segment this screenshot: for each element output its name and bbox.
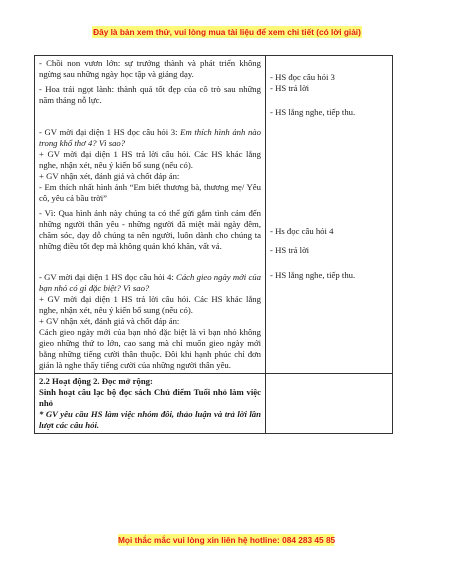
- hotline-notice-banner: Mọi thắc mắc vui lòng xin liên hệ hotline: 084 283 45 85: [118, 535, 336, 545]
- table-row: [35, 374, 393, 434]
- student-activities-cell: [266, 56, 393, 374]
- paragraph: - HS đọc câu hỏi 3: [270, 72, 335, 82]
- paragraph: + GV mời đại diện 1 HS trả lời câu hỏi. Các HS khác lắng nghe, nhận xét, nêu ý kiến bổ sung (nếu có).: [39, 294, 261, 315]
- instruction-text: * GV yêu cầu HS làm việc nhóm đôi, thảo luận và trả lời lần lượt các câu hỏi.: [39, 409, 261, 430]
- lesson-plan-table: [34, 55, 393, 434]
- paragraph: + GV nhận xét, đánh giá và chốt đáp án:: [39, 171, 180, 181]
- question-3-paragraph: [39, 127, 261, 149]
- question-4-paragraph: [39, 272, 261, 294]
- question-prompt: - GV mời đại diện 1 HS đọc câu hỏi 4:: [39, 272, 177, 282]
- table-row: [35, 56, 393, 374]
- paragraph: + GV mời đại diện 1 HS trả lời câu hỏi. Các HS khác lắng nghe, nhận xét, nêu ý kiến bổ sung (nếu có).: [39, 149, 261, 170]
- question-prompt: - GV mời đại diện 1 HS đọc câu hỏi 3:: [39, 127, 181, 137]
- paragraph: - Hoa trái ngọt lành: thành quả tốt đẹp của cô trò sau những năm tháng nỗ lực.: [39, 84, 261, 105]
- paragraph: - HS trả lời: [270, 245, 310, 255]
- empty-cell: [266, 374, 393, 434]
- question-text: Cách gieo ngày mới của bạn nhỏ có gì đặc biệt? Vì sao?: [39, 272, 261, 293]
- paragraph: - HS trả lời: [270, 83, 310, 93]
- paragraph: + GV nhận xét, đánh giá và chốt đáp án:: [39, 316, 180, 326]
- preview-notice-banner: Đây là bản xem thử, vui lòng mua tài liệu để xem chi tiết (có lời giải): [93, 27, 361, 37]
- paragraph: - Chồi non vươn lớn: sự trưởng thành và phát triển không ngừng sau những ngày học tập và giảng dạy.: [39, 58, 261, 79]
- question-text: Em thích hình ảnh nào trong khổ thơ 4? Vì sao?: [39, 127, 261, 148]
- paragraph: Cách gieo ngày mới của bạn nhỏ đặc biệt là vì bạn nhỏ không gieo những thứ to lớn, cao sang mà chỉ muốn gieo ngày mới bằng những tiếng cười thân thuộc. Đôi khi hạnh phúc chỉ đơn giản là nghe thấy tiếng cười của những người thân yêu.: [39, 327, 261, 370]
- teacher-activities-cell: [35, 56, 266, 374]
- paragraph: - Hs đọc câu hỏi 4: [270, 226, 334, 236]
- section-heading: 2.2 Hoạt động 2. Đọc mở rộng:: [39, 376, 153, 386]
- paragraph: - Vì: Qua hình ảnh này chúng ta có thể gửi gắm tình cảm đến những người thân yêu - những người đã miệt mài ngày đêm, chăm sóc, dạy dỗ chúng ta nên người, luôn dành cho chúng ta những điều tốt đẹp mà không quản khó khăn, vất vả.: [39, 208, 261, 251]
- paragraph: - HS lắng nghe, tiếp thu.: [270, 107, 356, 117]
- paragraph: - HS lắng nghe, tiếp thu.: [270, 270, 356, 280]
- section-subheading: Sinh hoạt câu lạc bộ đọc sách Chủ điểm Tuổi nhỏ làm việc nhỏ: [39, 387, 261, 408]
- activity-2-cell: [35, 374, 266, 434]
- paragraph: - Em thích nhất hình ảnh “Em biết thương bà, thương mẹ/ Yêu cô, yêu cả bầu trời”: [39, 182, 261, 203]
